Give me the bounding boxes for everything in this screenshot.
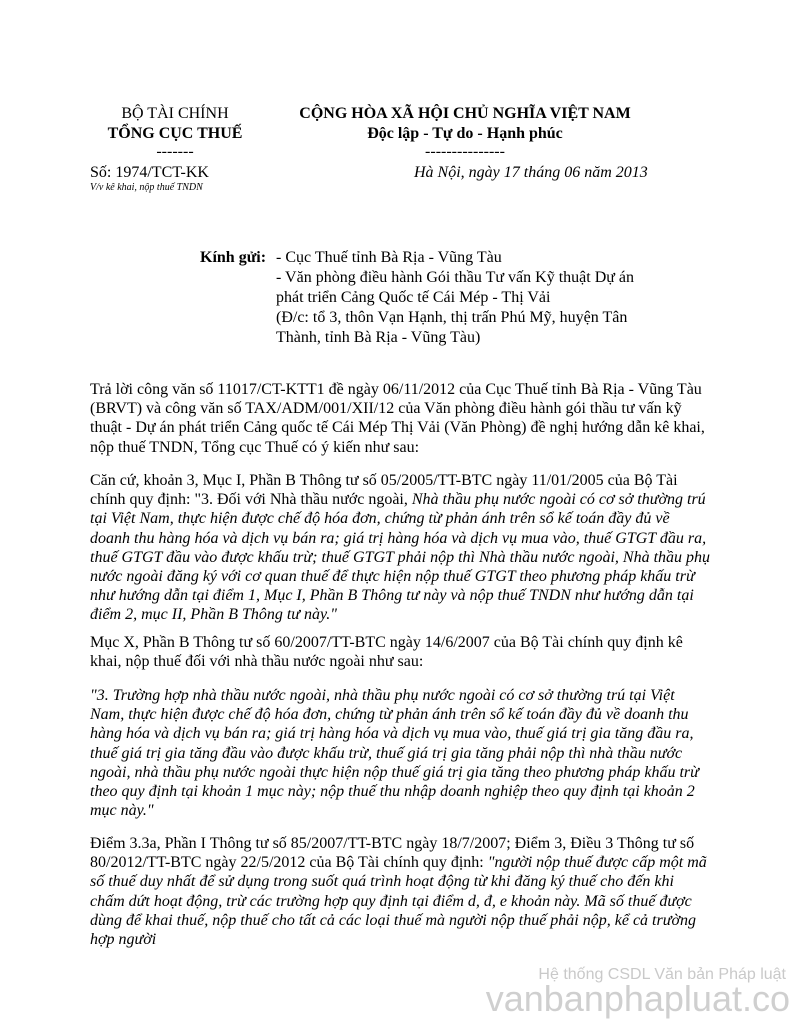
department-name: TỔNG CỤC THUẾ [107,125,243,142]
paragraph-5-quote: "người nộp thuế được cấp một mã số thuế duy nhất để sử dụng trong suốt quá trình hoạt động từ khi đăng ký thuế cho đến khi chấm dứt hoạt động, trừ các trường hợp quy định tại điểm d, đ, e khoản này. Mã số thuế được dùng để khai thuế, nộp thuế cho tất cả các loại thuế mà người nộp thuế phải nộp, kể cả trường hợp người [90,854,707,949]
recipient-line: Thành, tỉnh Bà Rịa - Vũng Tàu) [276,329,481,346]
header-right [285,104,645,160]
paragraph-1: Trả lời công văn số 11017/CT-KTT1 đề ngày 06/11/2012 của Cục Thuế tỉnh Bà Rịa - Vũng Tàu (BRVT) và công văn số TAX/ADM/001/XII/12 của Văn phòng điều hành gói thầu tư vấn kỹ thuật - Dự án phát triển Cảng quốc tế Cái Mép Thị Vải (Văn Phòng) đề nghị hướng dẫn kê khai, nộp thuế TNDN, Tổng cục Thuế có ý kiến như sau: [90,381,705,456]
country-name: CỘNG HÒA XÃ HỘI CHỦ NGHĨA VIỆT NAM [299,105,631,122]
doc-number: Số: 1974/TCT-KK [90,164,209,181]
paragraph-3: Mục X, Phần B Thông tư số 60/2007/TT-BTC ngày 14/6/2007 của Bộ Tài chính quy định kê khai, nộp thuế đối với nhà thầu nước ngoài như sau: [90,634,683,671]
recipient-line: phát triển Cảng Quốc tế Cái Mép - Thị Vải [276,289,551,306]
recipient-label: Kính gửi: [200,249,267,266]
header-left [95,104,255,160]
ministry-name: BỘ TÀI CHÍNH [121,105,229,122]
doc-subject: V/v kê khai, nộp thuế TNDN [90,182,203,193]
recipient-line: (Đ/c: tổ 3, thôn Vạn Hạnh, thị trấn Phú Mỹ, huyện Tân [276,309,628,326]
recipient-block [276,248,676,348]
watermark-line-1: Hệ thống CSDL Văn bản Pháp luật [538,966,786,983]
place-date: Hà Nội, ngày 17 tháng 06 năm 2013 [414,164,648,181]
paragraph-2-quote: Nhà thầu phụ nước ngoài có cơ sở thường trú tại Việt Nam, thực hiện được chế độ hóa đơn, chứng từ phản ánh trên sổ kế toán đầy đủ về doanh thu hàng hóa và dịch vụ bán ra; giá trị hàng hóa và dịch vụ mua vào, thuế GTGT đầu ra, thuế GTGT đầu vào được khấu trừ; thuế GTGT phải nộp thì Nhà thầu nước ngoài, Nhà thầu phụ nước ngoài đăng ký với cơ quan thuế để thực hiện nộp thuế GTGT theo phương pháp khấu trừ như hướng dẫn tại điểm 1, Mục I, Phần B Thông tư này và nộp thuế TNDN như hướng dẫn tại điểm 2, mục II, Phần B Thông tư này." [90,491,711,624]
paragraph-5-text: Điểm 3.3a, Phần I Thông tư số 85/2007/TT-BTC ngày 18/7/2007; Điểm 3, Điều 3 Thông tư số 80/2012/TT-BTC ngày 22/5/2012 của Bộ Tài chính quy định: [90,835,695,872]
paragraph-5 [90,834,710,949]
national-motto: Độc lập - Tự do - Hạnh phúc [367,125,563,142]
recipient-line: - Cục Thuế tỉnh Bà Rịa - Vũng Tàu [276,249,502,266]
watermark-line-2: vanbanphapluat.co [485,978,790,1019]
header-right-divider: --------------- [425,143,505,160]
paragraph-4: "3. Trường hợp nhà thầu nước ngoài, nhà thầu phụ nước ngoài có cơ sở thường trú tại Việt Nam, thực hiện được chế độ hóa đơn, chứng từ phản ánh trên sổ kế toán đầy đủ về doanh thu hàng hóa và dịch vụ bán ra; giá trị hàng hóa và dịch vụ mua vào, thuế giá trị gia tăng đầu ra, thuế giá trị gia tăng đầu vào được khấu trừ, thuế giá trị gia tăng phải nộp thì nhà thầu nước ngoài, nhà thầu phụ nước ngoài thực hiện nộp thuế giá trị gia tăng theo phương pháp khấu trừ theo quy định tại khoản 1 mục này; nộp thuế thu nhập doanh nghiệp theo quy định tại khoản 2 mục này." [90,687,699,820]
paragraph-2-text: Căn cứ, khoản 3, Mục I, Phần B Thông tư số 05/2005/TT-BTC ngày 11/01/2005 của Bộ Tài chính quy định: "3. Đối với Nhà thầu nước ngoài, [90,472,678,509]
recipient-line: - Văn phòng điều hành Gói thầu Tư vấn Kỹ thuật Dự án [276,269,635,286]
header-left-divider: ------- [156,143,194,160]
paragraph-2 [90,471,710,625]
